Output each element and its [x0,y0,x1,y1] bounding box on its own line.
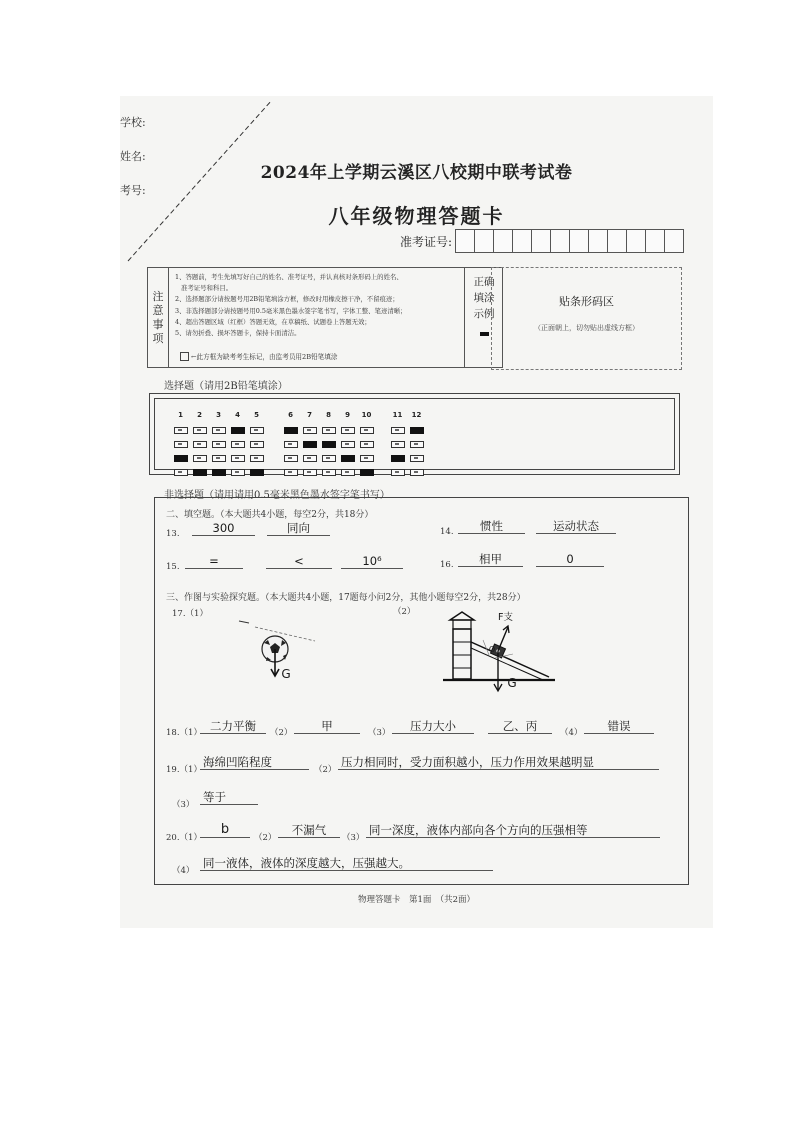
choice-outer-box [149,393,680,475]
choice-number: 10 [361,411,372,419]
filled-mark-example [480,332,489,336]
choice-bubble[interactable] [250,469,264,476]
answer-sheet [120,96,713,928]
choice-bubble[interactable] [284,441,298,448]
choice-bubble[interactable] [303,455,317,462]
q19-part2-label: （2） [314,765,337,775]
q14-answer-1[interactable]: 惯性 [458,519,525,534]
choice-bubble[interactable] [322,469,336,476]
q20-answer-1[interactable]: b [200,823,250,838]
exam-number-box[interactable] [550,229,570,253]
experiment-header: 三、作图与实验探究题。（本大题共4小题，17题每小问2分，其他小题每空2分，共28分） [166,593,526,603]
exam-number-box[interactable] [569,229,589,253]
choice-number: 12 [411,411,422,419]
choice-question-5 [247,410,266,476]
choice-bubble[interactable] [360,427,374,434]
choice-bubble[interactable] [322,455,336,462]
school-label: 学校: [120,116,146,129]
q18-number: 18.（1） [166,728,202,738]
choice-bubble[interactable] [212,455,226,462]
choice-number: 4 [235,411,240,419]
q18-part3-label: （3） [368,728,391,738]
nonchoice-section-label: 非选择题（请用请用0.5毫米黑色墨水签字笔书写） [164,490,390,501]
choice-group-11-12 [388,410,426,476]
choice-question-10 [357,410,376,476]
choice-question-4 [228,410,247,476]
choice-number: 1 [178,411,183,419]
exam-number-box[interactable] [626,229,646,253]
fill-blank-header: 二、填空题。（本大题共4小题，每空2分，共18分） [166,510,374,520]
q17-gravity-label-1: G [281,667,291,681]
q18-part4-label: （4） [560,728,583,738]
exam-number-boxes[interactable] [456,229,684,253]
q18-answer-2[interactable]: 甲 [294,719,360,734]
choice-bubble[interactable] [174,455,188,462]
choice-bubble[interactable] [341,455,355,462]
choice-number: 9 [345,411,350,419]
q15-answer-2[interactable]: < [266,554,332,569]
notice-item: 3、非选择题部分请按题号用0.5毫米黑色墨水签字笔书写，字体工整、笔迹清晰； [175,306,407,315]
q19-number: 19.（1） [166,765,202,775]
choice-question-1 [171,410,190,476]
q13-answer-1[interactable]: 300 [192,521,255,536]
choice-bubble[interactable] [360,441,374,448]
notice-item: 4、超出答题区域（红框）答题无效，在草稿纸、试题卷上答题无效； [175,317,371,326]
choice-bubble[interactable] [303,427,317,434]
q18-answer-1[interactable]: 二力平衡 [200,719,266,734]
choice-group-6-10 [281,410,376,476]
barcode-subtitle: （正面朝上，切勿贴出虚线方框） [534,324,639,332]
choice-bubble[interactable] [250,455,264,462]
choice-bubble[interactable] [360,469,374,476]
exam-number-row [400,229,684,253]
q16-answer-2[interactable]: 0 [536,552,604,567]
q17-support-force-label: F支 [498,612,513,623]
choice-question-9 [338,410,357,476]
absent-note: ←此方框为缺考考生标记，由监考员用2B铅笔填涂 [191,353,338,361]
choice-bubble[interactable] [284,427,298,434]
choice-question-12 [407,410,426,476]
choice-bubble[interactable] [174,469,188,476]
q13-answer-2[interactable]: 同向 [267,521,330,536]
choice-bubble[interactable] [174,441,188,448]
q20-part4-label: （4） [172,866,195,876]
q17-number: 17.（1） [172,609,208,619]
choice-bubble[interactable] [322,441,336,448]
choice-bubble[interactable] [391,427,405,434]
q20-part2-label: （2） [254,833,277,843]
choice-bubble[interactable] [193,441,207,448]
choice-bubble[interactable] [303,441,317,448]
exam-number-box[interactable] [493,229,513,253]
q18-answer-3[interactable]: 压力大小 [392,719,474,734]
q20-part3-label: （3） [342,833,365,843]
choice-bubble[interactable] [391,469,405,476]
choice-section-label: 选择题（请用2B铅笔填涂） [164,381,288,392]
q17-gravity-label-2: G [507,676,517,690]
choice-bubble[interactable] [410,455,424,462]
choice-question-3 [209,410,228,476]
exam-number-box[interactable] [664,229,684,253]
absent-checkbox[interactable] [180,352,189,361]
name-label: 姓名: [120,150,146,163]
choice-bubble[interactable] [391,441,405,448]
q14-answer-2[interactable]: 运动状态 [536,519,616,534]
choice-bubble[interactable] [341,469,355,476]
q15-answer-1[interactable]: = [185,554,243,569]
choice-number: 6 [288,411,293,419]
choice-question-11 [388,410,407,476]
q18-part2-label: （2） [270,728,293,738]
choice-number: 2 [197,411,202,419]
choice-question-8 [319,410,338,476]
nonchoice-box [154,497,689,885]
q19-answer-3[interactable]: 等于 [200,790,258,805]
choice-question-6 [281,410,300,476]
choice-bubble[interactable] [341,427,355,434]
notice-label: 注 意 事 项 [148,268,169,367]
notice-item: 准考证号和科目。 [181,284,233,293]
q16-number: 16. [440,560,454,570]
choice-bubble[interactable] [391,455,405,462]
q19-part3-label: （3） [172,800,195,810]
q20-answer-2[interactable]: 不漏气 [278,823,340,838]
notice-box [147,267,503,368]
q13-number: 13. [166,529,180,539]
choice-bubble[interactable] [303,469,317,476]
choice-number: 11 [392,411,403,419]
choice-bubble[interactable] [284,455,298,462]
q19-answer-1[interactable]: 海绵凹陷程度 [200,755,309,770]
q16-answer-1[interactable]: 相甲 [458,552,523,567]
exam-number-label: 准考证号: [400,234,453,249]
choice-bubble[interactable] [284,469,298,476]
exam-number-box[interactable] [645,229,665,253]
exam-number-box[interactable] [455,229,475,253]
choice-number: 8 [326,411,331,419]
choice-number: 3 [216,411,221,419]
choice-bubble[interactable] [193,427,207,434]
exam-number-box[interactable] [588,229,608,253]
choice-bubble[interactable] [174,427,188,434]
card-title: 八年级物理答题卡 [328,204,505,228]
notice-item: 1、答题前，考生先填写好自己的姓名、准考证号，并认真核对条形码上的姓名、 [175,273,403,281]
q17-center-label: O [488,645,496,654]
exam-number-box[interactable] [512,229,532,253]
q15-answer-3[interactable]: 10⁶ [341,554,403,569]
notice-items [175,272,465,339]
choice-bubble[interactable] [341,441,355,448]
choice-question-2 [190,410,209,476]
choice-bubble[interactable] [250,441,264,448]
q14-number: 14. [440,527,454,537]
q15-number: 15. [166,562,180,572]
choice-bubble[interactable] [231,469,245,476]
exam-number-box[interactable] [531,229,551,253]
barcode-title: 贴条形码区 [559,295,614,308]
choice-bubble[interactable] [231,441,245,448]
choice-number: 7 [307,411,312,419]
student-id-label: 考号: [120,184,146,197]
choice-bubble[interactable] [212,427,226,434]
correct-fill-example: 正确 填涂 示例 [464,268,503,367]
exam-number-box[interactable] [474,229,494,253]
q17-part2-label: （2） [393,607,416,617]
absent-mark [180,351,337,361]
choice-bubble[interactable] [193,469,207,476]
choice-inner-box [154,398,675,470]
choice-bubble[interactable] [193,455,207,462]
q20-answer-4[interactable]: 同一液体，液体的深度越大，压强越大。 [200,856,493,871]
page-footer: 物理答题卡 第1面 （共2面） [357,895,476,905]
choice-bubble[interactable] [212,441,226,448]
q20-answer-3[interactable]: 同一深度，液体内部向各个方向的压强相等 [366,823,660,838]
notice-item: 2、选择题部分请按题号用2B铅笔填涂方框，修改时用橡皮擦干净，不留痕迹； [175,295,399,304]
exam-title: 2024年上学期云溪区八校期中联考试卷 [260,163,573,183]
choice-bubble[interactable] [212,469,226,476]
choice-bubble[interactable] [410,427,424,434]
notice-item: 5、请勿折叠、损坏答题卡，保持卡面清洁。 [175,329,301,338]
barcode-area [491,267,682,370]
choice-bubble[interactable] [231,455,245,462]
q20-number: 20.（1） [166,833,202,843]
q18-answer-4[interactable]: 错误 [584,719,654,734]
q19-answer-2[interactable]: 压力相同时，受力面积越小，压力作用效果越明显 [338,755,659,770]
choice-bubble[interactable] [250,427,264,434]
choice-bubble[interactable] [231,427,245,434]
q18-answer-3b[interactable]: 乙、丙 [488,719,552,734]
q17-ball-diagram [235,613,320,688]
choice-bubble[interactable] [410,441,424,448]
exam-number-box[interactable] [607,229,627,253]
choice-bubble[interactable] [322,427,336,434]
choice-number: 5 [254,411,259,419]
choice-question-7 [300,410,319,476]
choice-bubble[interactable] [360,455,374,462]
choice-group-1-5 [171,410,266,476]
choice-bubble[interactable] [410,469,424,476]
